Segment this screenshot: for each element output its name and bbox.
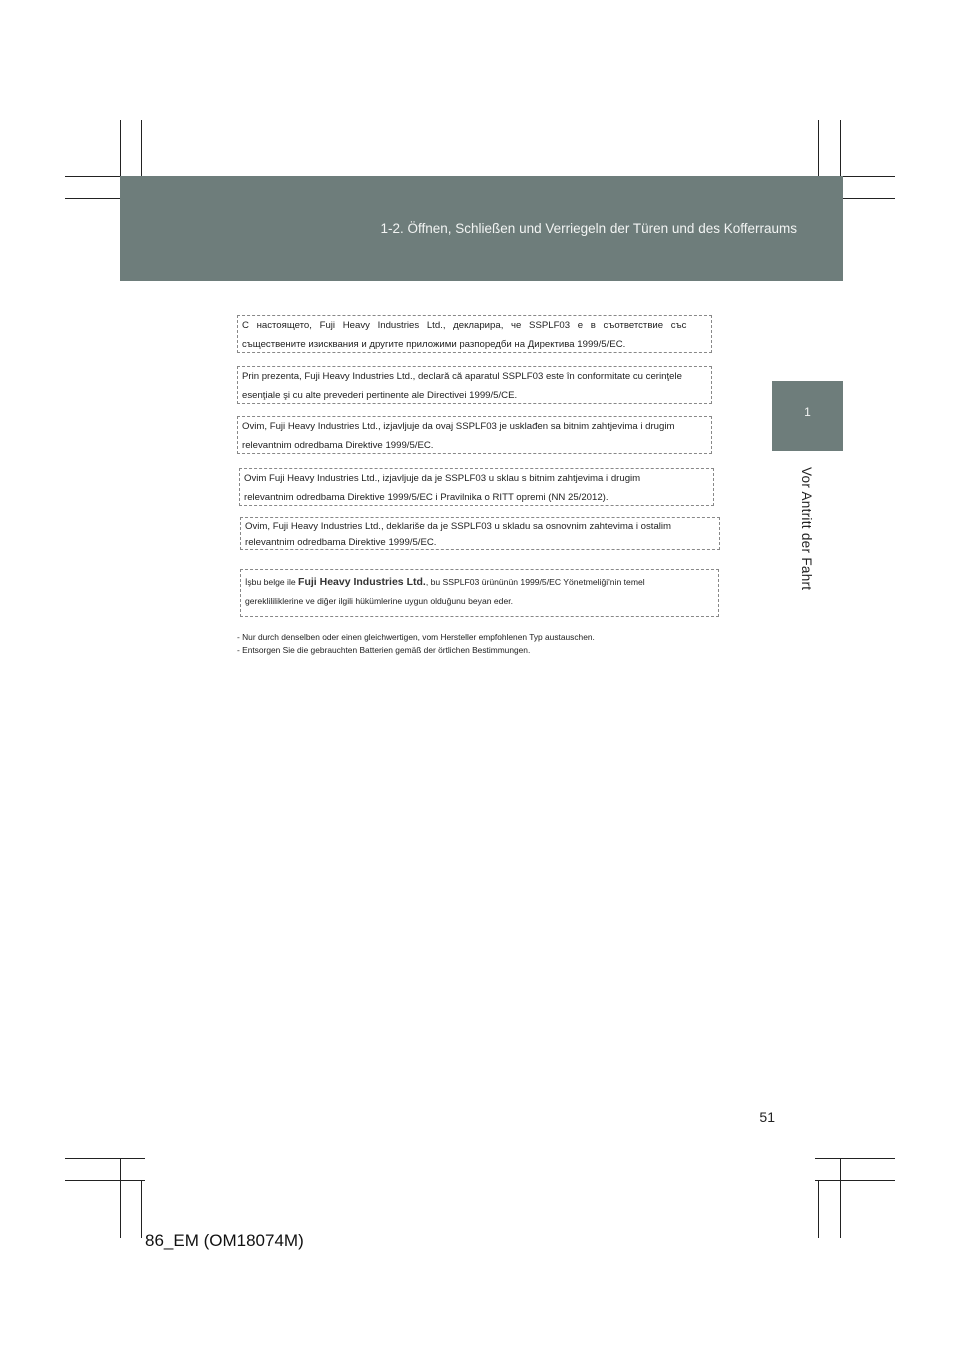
section-title: 1-2. Öffnen, Schließen und Verriegeln der Türen und des Kofferraums [380,221,797,236]
declaration-bosnian [237,416,712,454]
crop-mark [815,1158,895,1159]
crop-mark [840,1158,841,1238]
note-item: - Nur durch denselben oder einen gleichwertigen, vom Hersteller empfohlenen Typ austauschen. [237,632,595,642]
page-number: 51 [759,1109,775,1125]
turkish-prefix: İşbu belge ile [245,577,299,587]
declaration-line: Ovim, Fuji Heavy Industries Ltd., izjavljuje da ovaj SSPLF03 je usklađen sa bitnim zahtjevima i drugim [242,421,675,432]
section-header [120,176,843,281]
crop-mark [815,1180,895,1181]
document-code: 86_EM (OM18074M) [145,1231,304,1250]
declaration-line: esenţiale şi cu alte prevederi pertinente ale Directivei 1999/5/CE. [242,390,518,401]
declaration-line: relevantnim odredbama Direktive 1999/5/EC i Pravilnika o RITT opremi (NN 25/2012). [244,492,609,503]
declaration-bulgarian [237,315,712,353]
turkish-suffix: , bu SSPLF03 ürününün 1999/5/EC Yönetmeliği'nin temel [425,577,645,587]
declaration-line: Ovim Fuji Heavy Industries Ltd., izjavljuje da je SSPLF03 u sklau s bitnim zahtjevima i drugim [244,473,641,484]
declaration-line: gereklililiklerine ve diğer ilgili hükümlerine uygun olduğunu beyan eder. [245,596,514,606]
crop-mark [141,1180,142,1238]
battery-notes [237,631,737,657]
declaration-romanian [237,366,712,404]
crop-mark [818,1180,819,1238]
crop-mark [65,1158,145,1159]
declaration-line: Ovim, Fuji Heavy Industries Ltd., deklariše da je SSPLF03 u skladu sa osnovnim zahtevima i ostalim [245,521,672,532]
declaration-turkish [240,569,719,617]
declaration-line: relevantnim odredbama Direktive 1999/5/EC. [242,440,434,451]
chapter-number: 1 [804,405,811,419]
declaration-line: Prin prezenta, Fuji Heavy Industries Ltd., declară că aparatul SSPLF03 este în conformitate cu cerinţele [242,371,682,382]
crop-mark [65,1180,145,1181]
chapter-tab [772,381,843,451]
crop-mark [120,1158,121,1238]
brand-name: Fuji Heavy Industries Ltd. [298,576,426,588]
note-item: - Entsorgen Sie die gebrauchten Batterien gemäß der örtlichen Bestimmungen. [237,645,531,655]
declaration-serbian [240,517,720,550]
declaration-line [245,573,714,592]
declaration-line: relevantnim odredbama Direktive 1999/5/EC. [245,537,437,548]
chapter-label: Vor Antritt der Fahrt [799,467,814,591]
declaration-croatian [239,468,714,506]
declaration-line: С настоящето, Fuji Heavy Industries Ltd., декларира, че SSPLF03 е в съответствие със [242,320,687,331]
declaration-line: съществените изисквания и другите приложими разпоредби на Директива 1999/5/ЕС. [242,339,626,350]
